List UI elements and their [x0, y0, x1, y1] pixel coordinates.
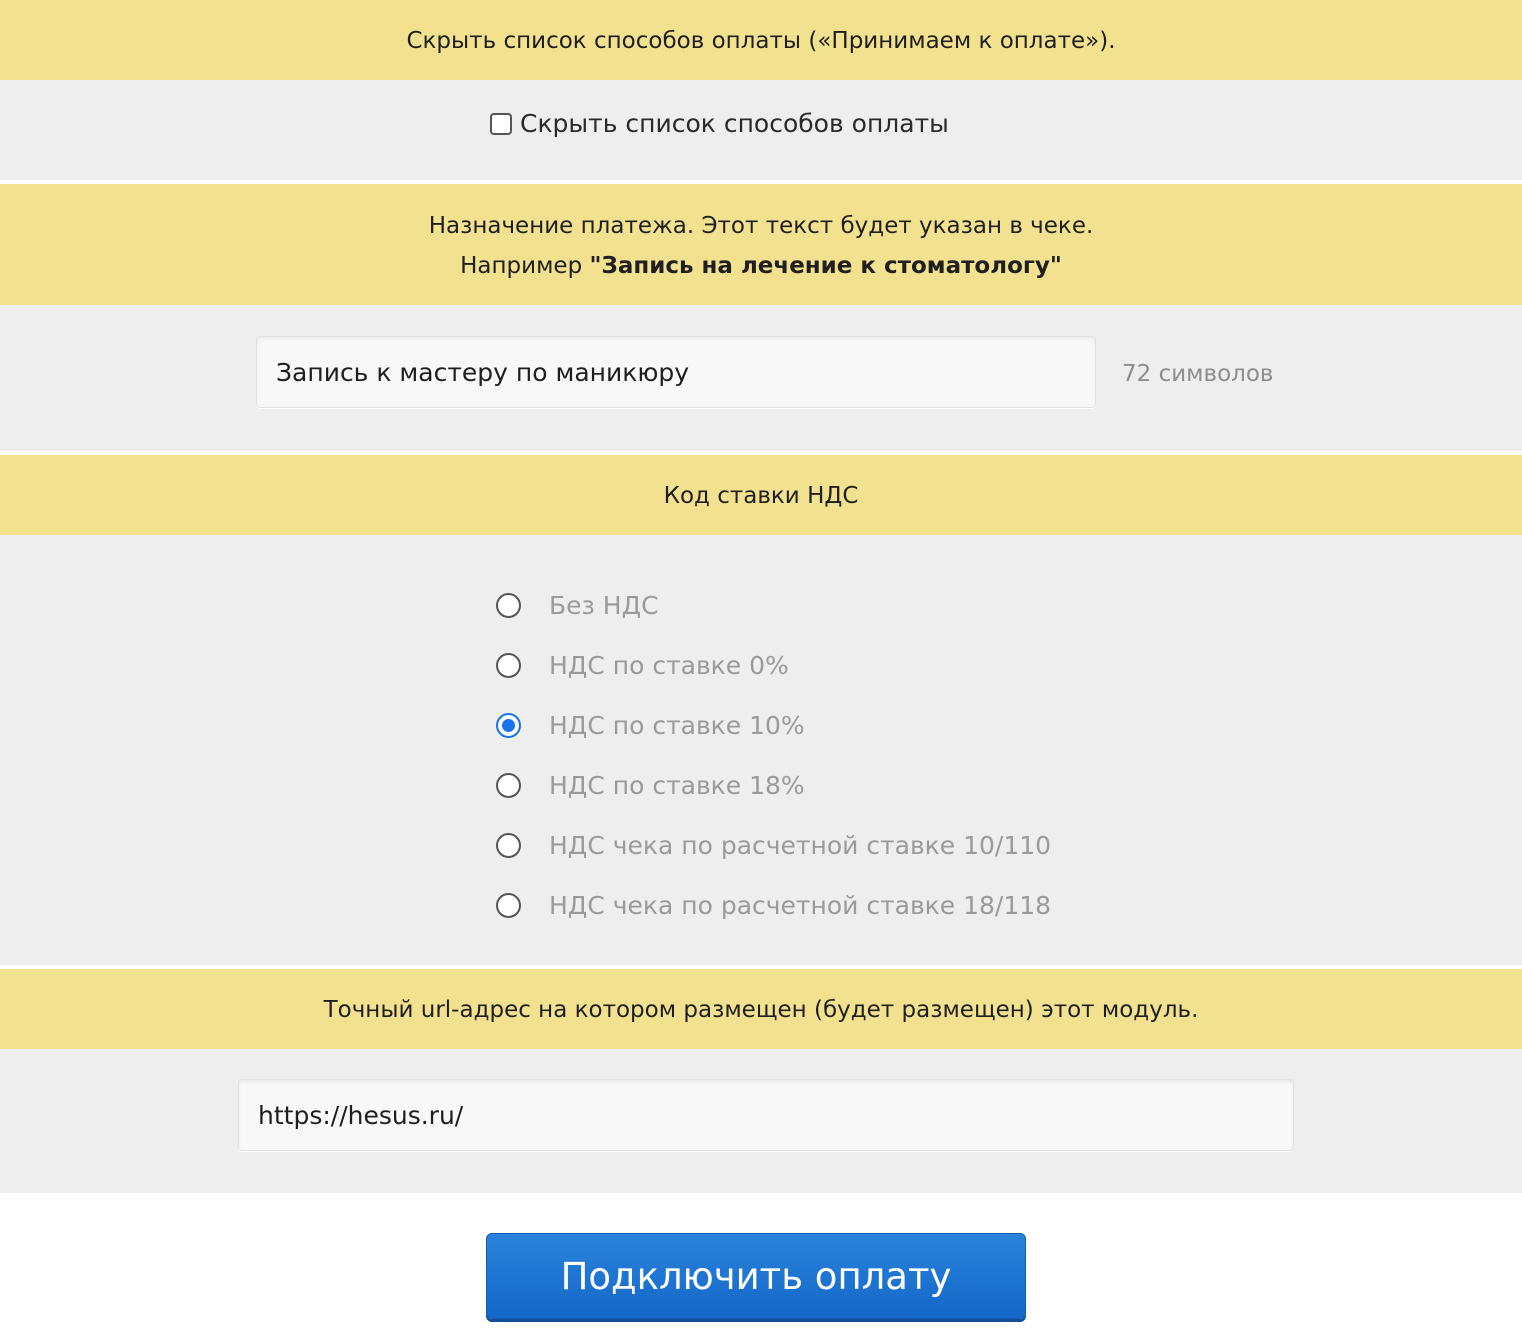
vat-option-label: НДС чека по расчетной ставке 10/110 — [549, 830, 1052, 860]
vat-option-label: НДС по ставке 18% — [549, 770, 805, 800]
payment-purpose-example-text: "Запись на лечение к стоматологу" — [589, 253, 1062, 279]
hide-payment-methods-option[interactable] — [490, 109, 949, 138]
vat-option-label: НДС чека по расчетной ставке 18/118 — [549, 890, 1052, 920]
vat-code-body — [0, 535, 1522, 965]
payment-purpose-section — [0, 184, 1522, 451]
module-url-banner: Точный url-адрес на котором размещен (будет размещен) этот модуль. — [0, 969, 1522, 1049]
vat-radio-button[interactable] — [496, 593, 521, 618]
vat-option-0[interactable] — [496, 635, 1051, 695]
hide-payment-methods-body — [0, 80, 1522, 180]
connect-payment-button[interactable]: Подключить оплату — [486, 1233, 1026, 1319]
vat-option-label: Без НДС — [549, 590, 659, 620]
hide-payment-methods-label: Скрыть список способов оплаты — [520, 109, 949, 138]
vat-option-10[interactable] — [496, 695, 1051, 755]
vat-option-18[interactable] — [496, 755, 1051, 815]
payment-purpose-example-prefix: Например — [460, 253, 590, 279]
vat-option-18-118[interactable] — [496, 875, 1051, 935]
payment-purpose-example — [0, 246, 1522, 286]
payment-purpose-description: Назначение платежа. Этот текст будет указан в чеке. — [428, 213, 1094, 239]
vat-option-10-110[interactable] — [496, 815, 1051, 875]
hide-payment-methods-banner: Скрыть список способов оплаты («Принимаем к оплате»). — [0, 0, 1522, 80]
payment-purpose-body — [0, 305, 1522, 451]
module-url-section — [0, 969, 1522, 1193]
vat-option-label: НДС по ставке 0% — [549, 650, 789, 680]
vat-radio-button[interactable] — [496, 653, 521, 678]
vat-option-none[interactable] — [496, 575, 1051, 635]
module-url-input[interactable]: https://hesus.ru/ — [238, 1079, 1294, 1151]
submit-area — [0, 1193, 1522, 1329]
payment-purpose-char-count: 72 символов — [1122, 361, 1274, 387]
vat-options-list — [496, 575, 1051, 935]
vat-code-section — [0, 455, 1522, 965]
vat-option-label: НДС по ставке 10% — [549, 710, 805, 740]
vat-radio-button[interactable] — [496, 773, 521, 798]
vat-radio-button[interactable] — [496, 833, 521, 858]
payment-purpose-banner — [0, 184, 1522, 305]
module-url-body — [0, 1049, 1522, 1193]
vat-code-banner: Код ставки НДС — [0, 455, 1522, 535]
vat-radio-button[interactable] — [496, 893, 521, 918]
hide-payment-methods-section — [0, 0, 1522, 180]
hide-payment-methods-checkbox[interactable] — [490, 113, 512, 135]
payment-purpose-input[interactable]: Запись к мастеру по маникюру — [256, 336, 1096, 408]
vat-radio-button-selected[interactable] — [496, 713, 521, 738]
